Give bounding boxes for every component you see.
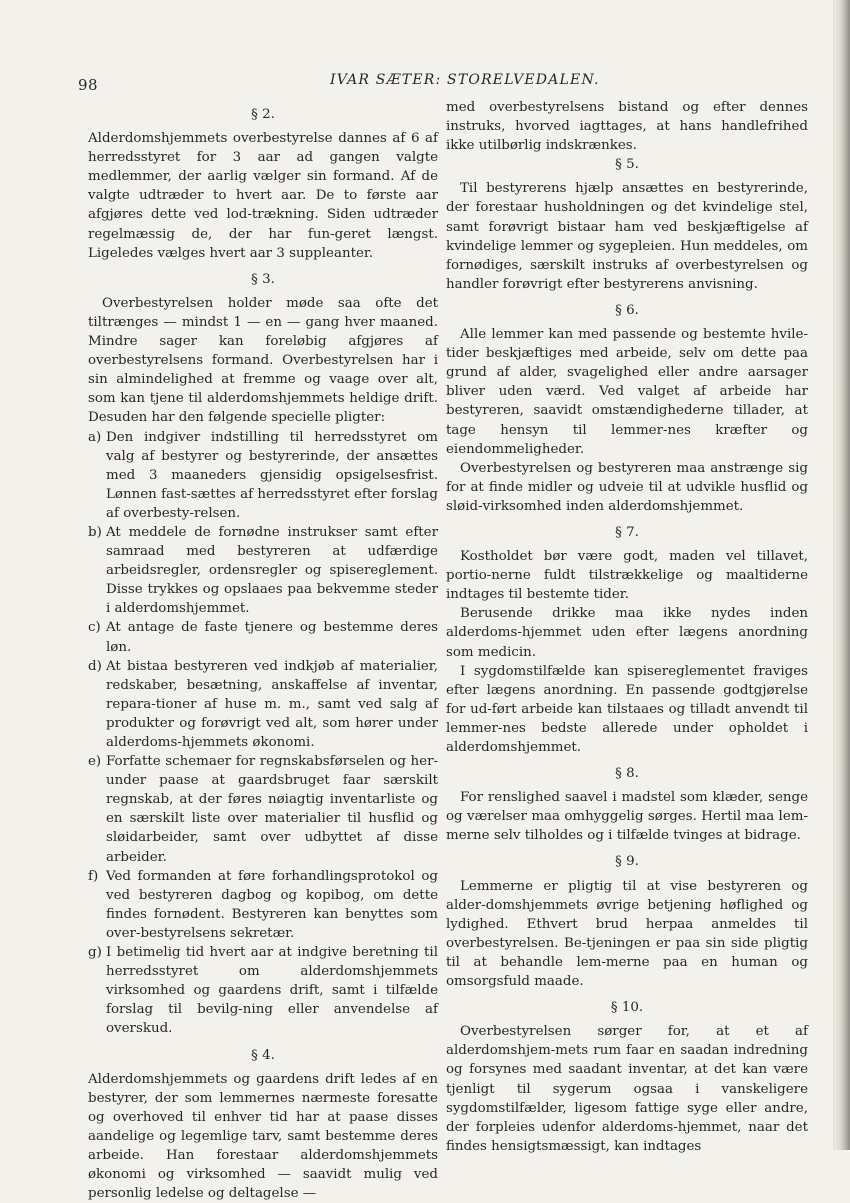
list-item-text: Ved formanden at føre forhandlingsprotokol og ved bestyreren dagbog og kopibog, om dette findes fornødent. Bestyreren kan benyttes som over-bestyrelsens sekretær. bbox=[106, 868, 438, 941]
section-heading: § 10. bbox=[610, 1000, 644, 1016]
section-heading: § 8. bbox=[615, 766, 639, 782]
list-item bbox=[88, 618, 438, 656]
paragraph: For renslighed saavel i madstel som klæder, senge og værelser maa omhyggelig sørges. Hertil maa lem-merne selv tilholdes og i tilfælde tvinges at bidrage. bbox=[446, 790, 808, 844]
list-item-text: At meddele de fornødne instrukser samt efter samraad med bestyreren at udfærdige arbeidsregler, ordensregler og spisereglement. Disse trykkes og opslaaes paa bekvemme steder i alderdomshjemmet. bbox=[106, 524, 438, 617]
section-heading: § 6. bbox=[615, 302, 639, 318]
running-title: IVAR SÆTER: STORELVEDALEN. bbox=[330, 72, 600, 88]
list-item-label: a) bbox=[88, 429, 102, 445]
paragraph: Overbestyrelsen holder møde saa ofte det tiltrænges — mindst 1 — en — gang hver maaned. Mindre sager kan foreløbig afgjøres af overbestyrelsens formand. Overbestyrelsen har i sin almindelighed at fremme og vaage over alt, som kan tjene til alderdomshjemmets heldige drift. Desuden har den følgende specielle pligter: bbox=[88, 295, 438, 426]
list-item bbox=[88, 867, 438, 943]
list-item-text: At antage de faste tjenere og bestemme deres løn. bbox=[106, 620, 438, 655]
list-item-text: Den indgiver indstilling til herredsstyret om valg af bestyrer og bestyrerinde, der ansættes med 3 maaneders gjensidig opsigelsesfrist. Lønnen fast-sættes af herredsstyret efter forslag af overbesty-relsen. bbox=[106, 429, 438, 521]
paragraph: Lemmerne er pligtig til at vise bestyreren og alder-domshjemmets øvrige betjening høflighed og lydighed. Ethvert brud herpaa anmeldes til overbestyrelsen. Be-tjeningen er paa sin side pligtig til at behandle lem-merne paa en human og omsorgsfuld maade. bbox=[446, 878, 808, 990]
list-item-label: b) bbox=[88, 524, 102, 540]
list-item-label: c) bbox=[88, 620, 101, 636]
list-item-label: d) bbox=[88, 658, 102, 674]
section-heading: § 7. bbox=[615, 524, 639, 540]
section-heading: § 9. bbox=[615, 854, 639, 870]
section-heading: § 4. bbox=[251, 1047, 275, 1063]
list-item-text: At bistaa bestyreren ved indkjøb af materialier, redskaber, besætning, anskaffelse af inventar, repara-tioner af huse m. m., samt ved salg af produkter og forøvrigt ved alt, som hører under alderdoms-hjemmets økonomi. bbox=[106, 658, 438, 750]
page-number: 98 bbox=[78, 76, 99, 94]
list-item-label: f) bbox=[88, 868, 99, 884]
paragraph: Alle lemmer kan med passende og bestemte hvile-tider beskjæftiges med arbeide, selv om dette paa grund af alder, svagelighed eller andre aarsager bliver uden værd. Ved valget af arbeide har bestyreren, saavidt omstændighederne tillader, at tage hensyn til lemmer-nes kræfter og eiendommeligheder. bbox=[446, 327, 808, 457]
page-fold-line bbox=[833, 0, 834, 1150]
list-item-label: g) bbox=[88, 945, 102, 961]
list-item-text: I betimelig tid hvert aar at indgive beretning til herredsstyret om alderdomshjemmets virksomhed og gaardens drift, samt i tilfælde forslag til bevilg-ning eller anvendelse af overskud. bbox=[106, 945, 438, 1037]
list-item bbox=[88, 752, 438, 867]
paragraph: I sygdomstilfælde kan spisereglementet fraviges efter lægens anordning. En passende godtgjørelse for ud-ført arbeide kan tilstaaes og tilladt anvendt til lemmer-nes bedste allerede under opholdet i alderdomshjemmet. bbox=[446, 663, 808, 755]
section-heading: § 3. bbox=[251, 271, 275, 287]
section-heading: § 5. bbox=[615, 157, 639, 173]
list-item-label: e) bbox=[88, 754, 102, 770]
paragraph: Kostholdet bør være godt, maden vel tillavet, portio-nerne fuldt tilstrækkelige og maaltiderne indtages til bestemte tider. bbox=[446, 549, 808, 603]
list-item bbox=[88, 428, 438, 523]
left-column bbox=[88, 98, 438, 1203]
list-item bbox=[88, 523, 438, 618]
paragraph: Overbestyrelsen sørger for, at et af alderdomshjem-mets rum faar en saadan indredning og forsynes med saadant inventar, at det kan være tjenligt til sygerum ogsaa i vanskeligere sygdomstilfælder, ligesom fattige syge eller andre, der forpleies udenfor alderdoms-hjemmet, naar det findes hensigtsmæssigt, kan indtages bbox=[446, 1024, 808, 1154]
paragraph: Alderdomshjemmets og gaardens drift ledes af en bestyrer, der som lemmernes nærmeste foresatte og overhoved til enhver tid har at paase disses aandelige og legemlige tarv, samt bestemme deres arbeide. Han forestaar alderdomshjemmets økonomi og virksomhed — saavidt mulig ved personlig ledelse og deltagelse — bbox=[88, 1071, 438, 1202]
paragraph: Overbestyrelsen og bestyreren maa anstrænge sig for at finde midler og udveie til at udvikle husflid og sløid-virksomhed inden alderdomshjemmet. bbox=[446, 460, 808, 514]
list-item-text: Forfatte schemaer for regnskabsførselen og her-under paase at gaardsbruget faar særskilt regnskab, at der føres nøiagtig inventarliste og en særskilt liste over materialier til husflid og sløidarbeider, samt over udbyttet af disse arbeider. bbox=[106, 754, 438, 865]
right-column bbox=[446, 98, 808, 1156]
paragraph: Til bestyrerens hjælp ansættes en bestyrerinde, der forestaar husholdningen og det kvindelige stel, samt forøvrigt bistaar ham ved beskjæftigelse af kvindelige lemmer og sygepleien. Hun meddeles, om fornødiges, særskilt instruks af overbestyrelsen og handler forøvrigt efter bestyrerens anvisning. bbox=[446, 181, 808, 292]
paragraph: Berusende drikke maa ikke nydes inden alderdoms-hjemmet uden efter lægens anordning som medicin. bbox=[446, 606, 808, 660]
page-edge bbox=[834, 0, 850, 1150]
paragraph: Alderdomshjemmets overbestyrelse dannes af 6 af herredsstyret for 3 aar ad gangen valgte medlemmer, der aarlig vælger sin formand. Af de valgte udtræder to hvert aar. De to første aar afgjøres dette ved lod-trækning. Siden udtræder regelmæssig de, der har fun-geret længst. Ligeledes vælges hvert aar 3 suppleanter. bbox=[88, 131, 438, 261]
section-heading: § 2. bbox=[251, 107, 275, 122]
list-item bbox=[88, 657, 438, 752]
paragraph: med overbestyrelsens bistand og efter dennes instruks, hvorved iagttages, at hans handlefrihed ikke utilbørlig indskrænkes. bbox=[446, 100, 808, 154]
list-item bbox=[88, 943, 438, 1038]
